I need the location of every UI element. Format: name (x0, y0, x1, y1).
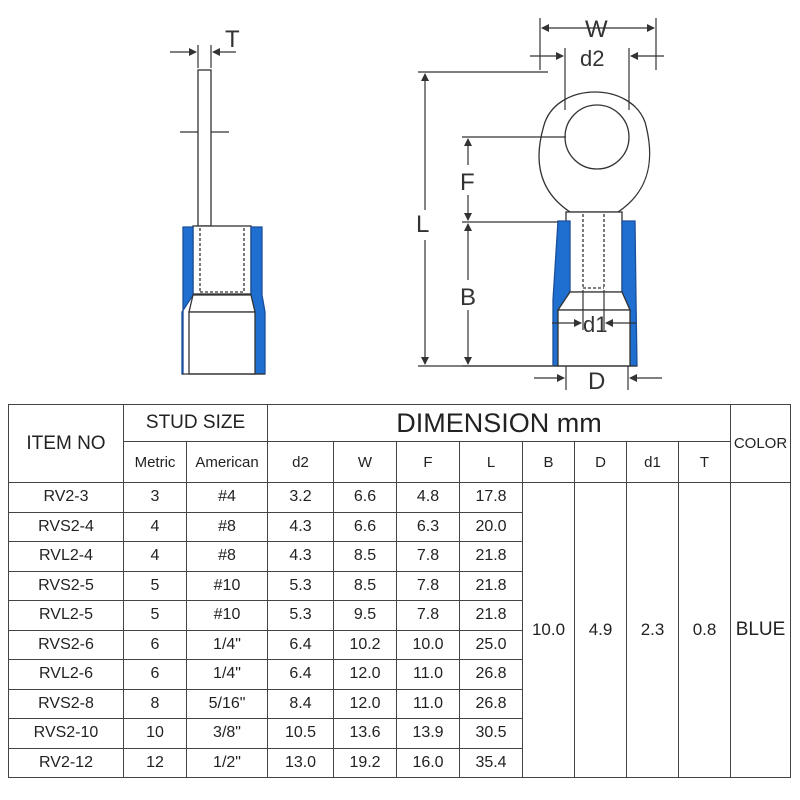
cell-metric: 12 (124, 748, 187, 778)
cell-american: 1/4" (187, 660, 268, 690)
cell-d2: 13.0 (268, 748, 334, 778)
cell-d2: 6.4 (268, 630, 334, 660)
cell-F: 6.3 (397, 512, 460, 542)
cell-american: #8 (187, 512, 268, 542)
cell-american: 1/2" (187, 748, 268, 778)
cell-item: RV2-12 (9, 748, 124, 778)
cell-d2: 3.2 (268, 483, 334, 513)
cell-item: RVL2-4 (9, 542, 124, 572)
cell-metric: 5 (124, 571, 187, 601)
cell-american: 1/4" (187, 630, 268, 660)
cell-L: 20.0 (460, 512, 523, 542)
cell-W: 6.6 (334, 483, 397, 513)
cell-L: 21.8 (460, 571, 523, 601)
header-color: COLOR (731, 405, 791, 483)
cell-item: RVL2-5 (9, 601, 124, 631)
cell-L: 17.8 (460, 483, 523, 513)
label-F: F (460, 169, 475, 196)
cell-W: 12.0 (334, 660, 397, 690)
cell-W: 8.5 (334, 571, 397, 601)
cell-L: 26.8 (460, 689, 523, 719)
cell-american: #10 (187, 571, 268, 601)
header-L: L (460, 442, 523, 483)
header-d1: d1 (627, 442, 679, 483)
cell-L: 26.8 (460, 660, 523, 690)
cell-american: #10 (187, 601, 268, 631)
table-row (9, 483, 791, 513)
cell-F: 11.0 (397, 660, 460, 690)
cell-W: 6.6 (334, 512, 397, 542)
cell-item: RV2-3 (9, 483, 124, 513)
label-T: T (225, 26, 240, 53)
cell-L: 35.4 (460, 748, 523, 778)
header-F: F (397, 442, 460, 483)
cell-metric: 6 (124, 660, 187, 690)
cell-american: 3/8" (187, 719, 268, 749)
cell-F: 7.8 (397, 542, 460, 572)
cell-F: 7.8 (397, 601, 460, 631)
header-stud-size: STUD SIZE (124, 405, 268, 442)
cell-W: 8.5 (334, 542, 397, 572)
cell-item: RVL2-6 (9, 660, 124, 690)
header-metric: Metric (124, 442, 187, 483)
label-B: B (460, 284, 477, 311)
cell-W: 19.2 (334, 748, 397, 778)
cell-item: RVS2-4 (9, 512, 124, 542)
cell-F: 10.0 (397, 630, 460, 660)
cell-d2: 4.3 (268, 512, 334, 542)
header-D: D (575, 442, 627, 483)
cell-d2: 6.4 (268, 660, 334, 690)
cell-W: 12.0 (334, 689, 397, 719)
cell-american: #4 (187, 483, 268, 513)
cell-metric: 4 (124, 512, 187, 542)
cell-L: 25.0 (460, 630, 523, 660)
cell-T-shared: 0.8 (679, 483, 731, 778)
specification-table (8, 404, 791, 778)
header-item-no: ITEM NO (9, 405, 124, 483)
cell-W: 13.6 (334, 719, 397, 749)
cell-item: RVS2-10 (9, 719, 124, 749)
header-d2: d2 (268, 442, 334, 483)
header-B: B (523, 442, 575, 483)
cell-F: 4.8 (397, 483, 460, 513)
label-d2: d2 (580, 46, 605, 71)
cell-item: RVS2-8 (9, 689, 124, 719)
cell-L: 21.8 (460, 601, 523, 631)
cell-F: 13.9 (397, 719, 460, 749)
side-sleeve (193, 226, 251, 294)
cell-item: RVS2-5 (9, 571, 124, 601)
label-W: W (585, 16, 608, 43)
cell-metric: 5 (124, 601, 187, 631)
cell-metric: 8 (124, 689, 187, 719)
cell-metric: 3 (124, 483, 187, 513)
header-american: American (187, 442, 268, 483)
barrel (566, 212, 622, 292)
label-L: L (416, 211, 430, 238)
cell-F: 11.0 (397, 689, 460, 719)
dimension-L (418, 72, 552, 366)
cell-d1-shared: 2.3 (627, 483, 679, 778)
cell-d2: 10.5 (268, 719, 334, 749)
cell-item: RVS2-6 (9, 630, 124, 660)
cell-B-shared: 10.0 (523, 483, 575, 778)
cell-W: 9.5 (334, 601, 397, 631)
side-blade (198, 70, 211, 226)
cell-d2: 4.3 (268, 542, 334, 572)
header-W: W (334, 442, 397, 483)
cell-L: 30.5 (460, 719, 523, 749)
cell-W: 10.2 (334, 630, 397, 660)
label-d1: d1 (583, 312, 608, 337)
cell-metric: 6 (124, 630, 187, 660)
side-view (180, 70, 265, 374)
cell-american: 5/16" (187, 689, 268, 719)
label-D: D (588, 368, 606, 395)
cell-F: 16.0 (397, 748, 460, 778)
header-T: T (679, 442, 731, 483)
ring-hole (565, 105, 629, 169)
cell-american: #8 (187, 542, 268, 572)
header-dimension: DIMENSION mm (268, 405, 731, 442)
cell-d2: 5.3 (268, 601, 334, 631)
cell-d2: 5.3 (268, 571, 334, 601)
cell-d2: 8.4 (268, 689, 334, 719)
cell-metric: 4 (124, 542, 187, 572)
cell-color-shared: BLUE (731, 483, 791, 778)
cell-L: 21.8 (460, 542, 523, 572)
cell-metric: 10 (124, 719, 187, 749)
cell-F: 7.8 (397, 571, 460, 601)
cell-D-shared: 4.9 (575, 483, 627, 778)
